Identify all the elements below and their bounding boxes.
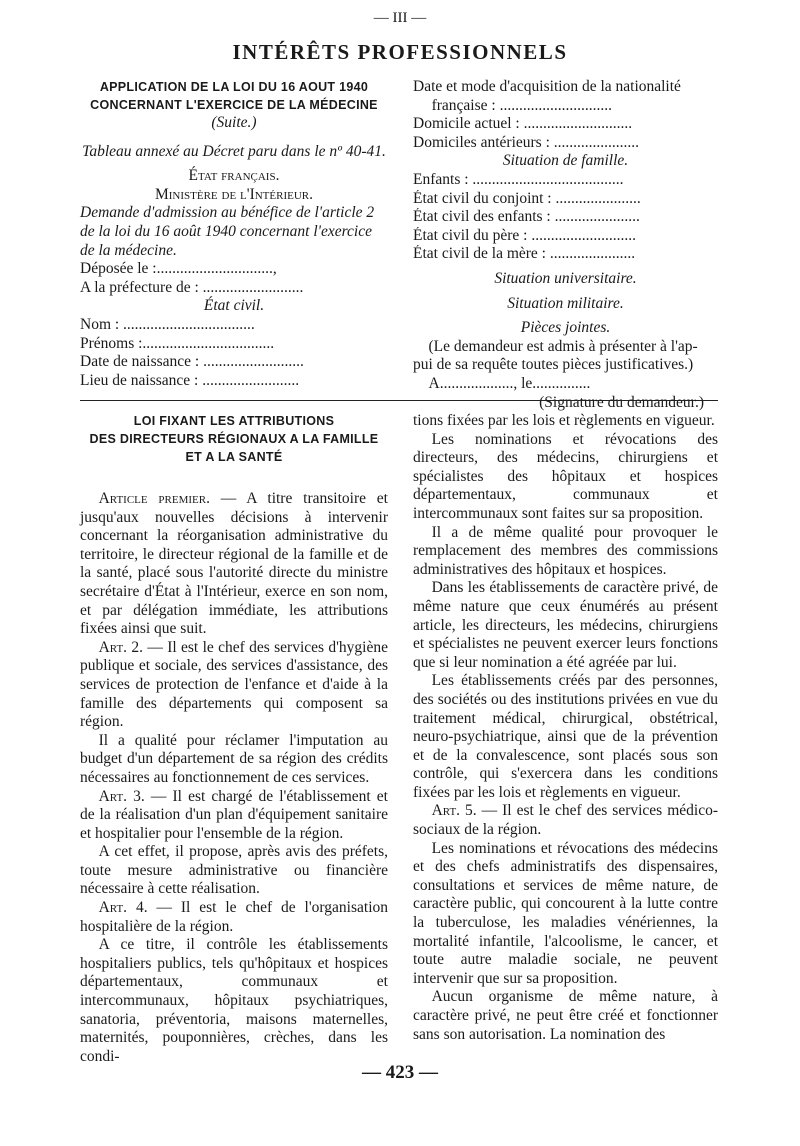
law-heading-line-3: ET A LA SANTÉ bbox=[185, 450, 283, 464]
paragraph-continued: tions fixées par les lois et règlements en vigueur. bbox=[413, 412, 715, 429]
demande-line-1: Demande d'admission au bénéfice de l'article 2 bbox=[80, 204, 375, 222]
paragraph-effet: A cet effet, il propose, après avis des préfets, toute mesure administrative ou financière nécessaire à cette réalisation. bbox=[80, 843, 388, 898]
field-deposee: Déposée le :.............................., bbox=[80, 260, 277, 278]
form-column-left bbox=[80, 78, 388, 390]
situation-famille-heading: Situation de famille. bbox=[502, 152, 629, 170]
demande-line-3: de la médecine. bbox=[80, 241, 177, 259]
situation-universitaire-heading: Situation universitaire. bbox=[494, 269, 637, 287]
article-3-text: — Il est chargé de l'établissement et de la réalisation d'un plan d'équipement sanitaire et hospitalier pour l'ensemble de la région. bbox=[80, 787, 388, 842]
field-domiciles-anterieurs: Domiciles antérieurs : ...................... bbox=[413, 133, 639, 151]
law-heading-line-1: LOI FIXANT LES ATTRIBUTIONS bbox=[133, 414, 335, 428]
paragraph-titre: A ce titre, il contrôle les établissements hospitaliers publics, tels qu'hôpitaux et hospices départementaux, communaux et intercommunaux, hôpitaux psychiatriques, sanatoria, préventoria, maisons maternelles, maternités, pouponnières, crèches, dans les condi- bbox=[80, 936, 388, 1065]
field-nationalite-line-1: Date et mode d'acquisition de la nationalité bbox=[413, 78, 681, 95]
demandeur-note-line-2: pui de sa requête toutes pièces justificatives.) bbox=[413, 356, 694, 374]
demande-line-2: de la loi du 16 août 1940 concernant l'exercice bbox=[80, 222, 372, 240]
article-4 bbox=[80, 899, 388, 936]
law-column-left bbox=[80, 412, 388, 1066]
field-date-naissance: Date de naissance : .......................... bbox=[80, 353, 304, 371]
article-2-label: Art. 2. bbox=[98, 638, 144, 656]
law-column-right bbox=[413, 412, 718, 1044]
etat-civil-heading: État civil. bbox=[203, 297, 265, 315]
field-nationalite-line-2: française : ............................. bbox=[431, 96, 612, 114]
field-prenoms: Prénoms :.................................. bbox=[80, 334, 275, 352]
article-4-label: Art. 4. bbox=[98, 899, 148, 917]
field-enfants-etat-civil: État civil des enfants : ...................... bbox=[413, 208, 640, 226]
paragraph-aucun: Aucun organisme de même nature, à caractère privé, ne peut être créé et fonctionner sans son autorisation. La nomination des bbox=[413, 988, 718, 1043]
article-5-label: Art. 5. bbox=[431, 802, 477, 820]
etat-francais: État français. bbox=[188, 167, 280, 185]
article-3 bbox=[80, 788, 388, 844]
article-2-text: — Il est le chef des services d'hygiène publique et sociale, des services d'assistance, des services de protection de l'enfance et d'aide à la famille des départements qui composent sa région. bbox=[80, 638, 389, 731]
field-domicile: Domicile actuel : ............................ bbox=[413, 115, 633, 133]
running-header-roman: — III — bbox=[373, 10, 427, 26]
paragraph-dispensaires: Les nominations et révocations des médecins et des chefs administratifs des dispensaires, consultations et services de même nature, de caractère public, qui concourent à la lutte contre la tuberculose, les maladies vénériennes, la mortalité infantile, l'alcoolisme, le cancer, et toute autre maladie sociale, ne peuvent intervenir que sur sa proposition. bbox=[413, 839, 718, 987]
paragraph-crees: Les établissements créés par des personnes, des sociétés ou des institutions privées en vue du traitement médical, chirurgical, obstétrical, neuro-psychiatrique, ainsi que de la prévention et de la convalescence, sont placés sous son contrôle, qui s'exercera dans les conditions fixées par les lois et règlements en vigueur. bbox=[413, 672, 718, 801]
suite-label: (Suite.) bbox=[211, 114, 257, 131]
field-conjoint: État civil du conjoint : ...................... bbox=[413, 189, 641, 207]
pieces-jointes-heading: Pièces jointes. bbox=[520, 319, 611, 337]
field-enfants: Enfants : ....................................... bbox=[413, 170, 624, 188]
paragraph-imputation: Il a qualité pour réclamer l'imputation au budget d'un département de sa région des crédits nécessaires au fonctionnement de ces services. bbox=[80, 731, 388, 786]
article-1-text: — A titre transitoire et jusqu'aux nouvelles décisions à intervenir concernant la réorganisation administrative du territoire, le directeur régional de la famille et de la santé, placé sous l'autorité directe du ministre secrétaire d'État à l'Intérieur, exerce en son nom, et par délégation immédiate, les attributions fixées ainsi que suit. bbox=[80, 490, 388, 638]
field-prefecture: A la préfecture de : .......................... bbox=[80, 278, 304, 296]
field-lieu-naissance: Lieu de naissance : ......................... bbox=[80, 371, 300, 389]
signature-label: (Signature du demandeur.) bbox=[539, 393, 704, 411]
form-column-right bbox=[413, 78, 718, 412]
article-1-label: Article premier. bbox=[98, 490, 210, 507]
field-pere: État civil du père : ........................... bbox=[413, 226, 636, 244]
tableau-caption: Tableau annexé au Décret paru dans le nº 40-41. bbox=[82, 142, 386, 160]
form-heading-line-2: CONCERNANT L'EXERCICE DE LA MÉDECINE bbox=[90, 98, 378, 112]
paragraph-provoquer: Il a de même qualité pour provoquer le remplacement des membres des commissions administratives des hôpitaux et hospices. bbox=[413, 523, 718, 578]
field-nom: Nom : .................................. bbox=[80, 315, 255, 333]
page-number: — 423 — bbox=[362, 1062, 438, 1083]
section-divider bbox=[80, 400, 718, 401]
demandeur-note-line-1: (Le demandeur est admis à présenter à l'ap- bbox=[428, 337, 698, 355]
field-mere: État civil de la mère : ...................... bbox=[413, 245, 636, 263]
form-heading-line-1: APPLICATION DE LA LOI DU 16 AOUT 1940 bbox=[99, 80, 369, 94]
section-title: INTÉRÊTS PROFESSIONNELS bbox=[232, 40, 568, 64]
article-5-text: — Il est le chef des services médico-sociaux de la région. bbox=[413, 802, 718, 839]
article-3-label: Art. 3. bbox=[98, 787, 145, 805]
article-5 bbox=[413, 802, 718, 839]
field-lieu-date-signature: A..................., le............... bbox=[428, 374, 591, 392]
ministere: Ministère de l'Intérieur. bbox=[154, 185, 313, 203]
article-1 bbox=[80, 490, 388, 639]
article-4-text: — Il est le chef de l'organisation hospitalière de la région. bbox=[80, 899, 388, 935]
article-2 bbox=[80, 639, 388, 732]
paragraph-prive: Dans les établissements de caractère privé, de même nature que ceux énumérés au présent article, les directeurs, les médecins, chirurgiens et spécialistes ne peuvent exercer leurs fonctions que si leur nomination a été agréée par lui. bbox=[413, 579, 718, 671]
paragraph-nominations: Les nominations et révocations des directeurs, des médecins, chirurgiens et spécialistes des hôpitaux et hospices départementaux, communaux et intercommunaux sont faites sur sa proposition. bbox=[413, 430, 718, 522]
situation-militaire-heading: Situation militaire. bbox=[507, 294, 624, 312]
law-heading-line-2: DES DIRECTEURS RÉGIONAUX A LA FAMILLE bbox=[89, 432, 379, 446]
